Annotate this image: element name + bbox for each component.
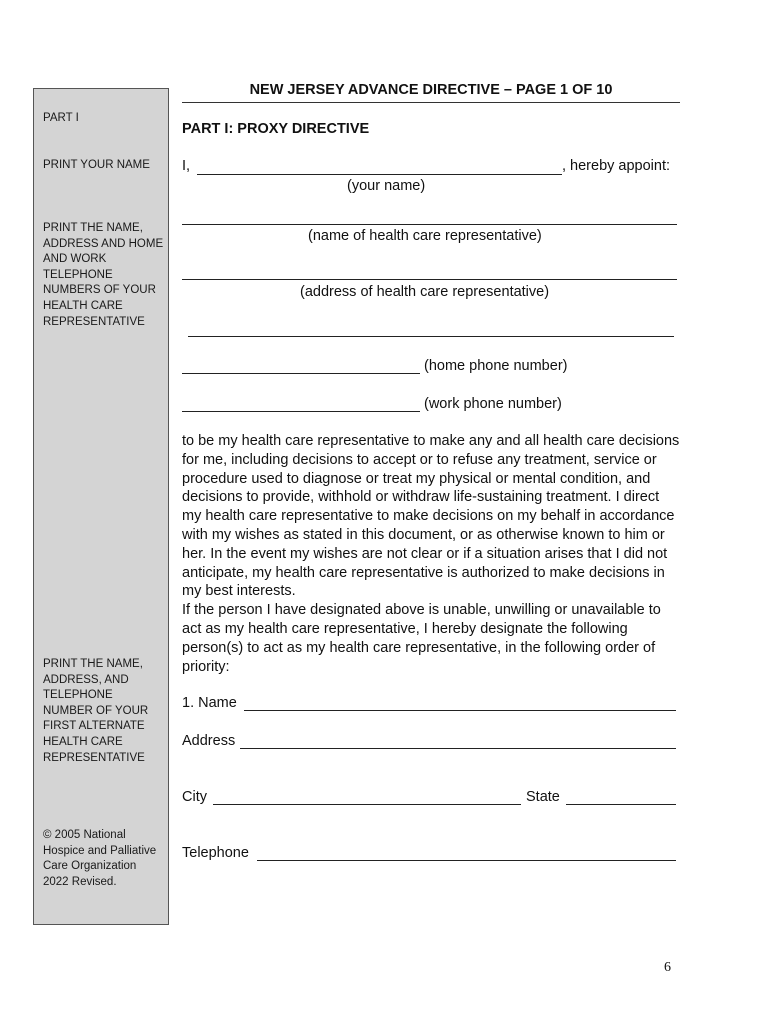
work-phone-field[interactable] <box>182 411 420 412</box>
your-name-caption: (your name) <box>347 178 426 194</box>
directive-body <box>182 432 682 676</box>
alternate-name-label: 1. Name <box>182 695 237 711</box>
alternate-city-field[interactable] <box>213 804 521 805</box>
section-title: PART I: PROXY DIRECTIVE <box>182 121 370 137</box>
alternate-state-label: State <box>526 789 560 805</box>
directive-paragraph-2: If the person I have designated above is unable, unwilling or unavailable to act as my health care representative, I hereby designate the following person(s) to act as my health care representative, in the following order of priority: <box>182 602 661 675</box>
sidebar-print-name-label: PRINT YOUR NAME <box>43 159 150 171</box>
representative-address-caption: (address of health care representative) <box>300 284 550 300</box>
alternate-address-field[interactable] <box>240 748 676 749</box>
representative-address-field-2[interactable] <box>188 336 674 337</box>
home-phone-field[interactable] <box>182 373 420 374</box>
appoint-text: , hereby appoint: <box>562 158 671 174</box>
your-name-field[interactable] <box>197 174 562 175</box>
sidebar-copyright: © 2005 National Hospice and Palliative Care Organization 2022 Revised. <box>43 829 157 888</box>
home-phone-caption: (home phone number) <box>424 358 568 374</box>
work-phone-caption: (work phone number) <box>424 396 562 412</box>
instruction-sidebar <box>33 88 169 925</box>
page-number: 6 <box>664 960 671 975</box>
representative-name-field[interactable] <box>182 224 677 225</box>
alternate-name-field[interactable] <box>244 710 676 711</box>
alternate-telephone-label: Telephone <box>182 845 249 861</box>
alternate-state-field[interactable] <box>566 804 676 805</box>
sidebar-part-label: PART I <box>43 112 79 124</box>
i-prefix: I, <box>182 158 191 174</box>
sidebar-alternate-instructions: PRINT THE NAME, ADDRESS, AND TELEPHONE NUMBER OF YOUR FIRST ALTERNATE HEALTH CARE REPRESENTATIVE <box>43 658 149 764</box>
representative-name-caption: (name of health care representative) <box>308 228 542 244</box>
directive-paragraph-1: to be my health care representative to make any and all health care decisions for me, including decisions to accept or to refuse any treatment, service or procedure used to diagnose or treat my physical or mental condition, and decisions to provide, withhold or withdraw life-sustaining treatment. I direct my health care representative to make decisions on my behalf in accordance with my wishes as stated in this document, or as otherwise known to him or her. In the event my wishes are not clear or if a situation arises that I did not anticipate, my health care representative is authorized to make decisions in my best interests. <box>182 433 680 600</box>
alternate-telephone-field[interactable] <box>257 860 676 861</box>
sidebar-representative-instructions: PRINT THE NAME, ADDRESS AND HOME AND WORK TELEPHONE NUMBERS OF YOUR HEALTH CARE REPRESENTATIVE <box>43 222 164 328</box>
alternate-address-label: Address <box>182 733 236 749</box>
document-title: NEW JERSEY ADVANCE DIRECTIVE – PAGE 1 OF 10 <box>182 82 680 103</box>
alternate-city-label: City <box>182 789 207 805</box>
representative-address-field[interactable] <box>182 279 677 280</box>
